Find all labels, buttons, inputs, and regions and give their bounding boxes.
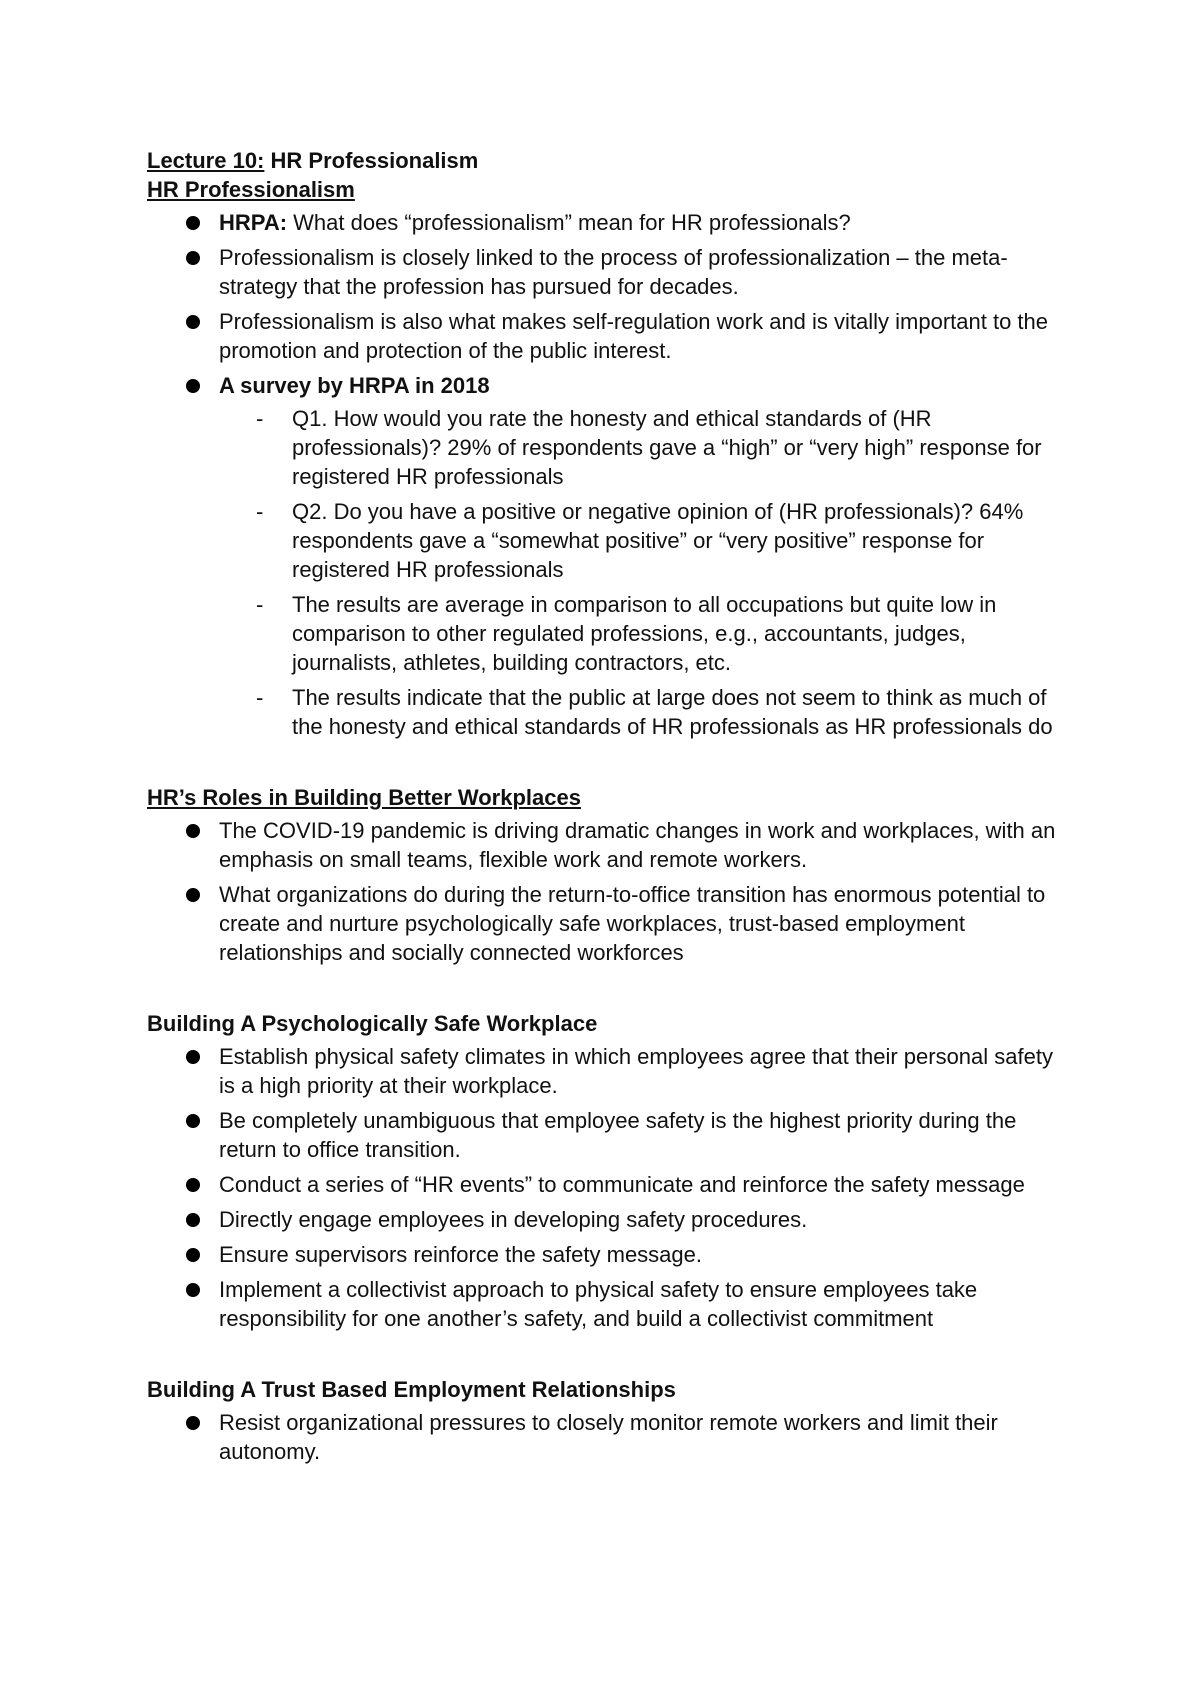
list-item [219,243,1067,301]
section-spacer [147,1339,1067,1375]
list-item: Conduct a series of “HR events” to communicate and reinforce the safety message [219,1170,1067,1199]
document-title [147,146,1067,175]
section-trust-relationships [147,1375,1067,1466]
list-item: What organizations do during the return-to-office transition has enormous potential to create and nurture psychologically safe workplaces, trust-based employment relationships and socially connected workforces [219,880,1067,967]
document-page [147,146,1067,1472]
section-heading-hr-roles: HR’s Roles in Building Better Workplaces [147,785,581,810]
section-spacer [147,747,1067,783]
list-item: Directly engage employees in developing safety procedures. [219,1205,1067,1234]
section-spacer [147,973,1067,1009]
bullet-list-trust-relationships [147,1408,1067,1466]
list-item [219,208,1067,237]
sub-list-item: - The results are average in comparison to all occupations but quite low in comparison to other regulated professions, e.g., accountants, judges, journalists, athletes, building contractors, etc. [292,590,1067,677]
section-hr-professionalism [147,175,1067,741]
lecture-name: HR Professionalism [264,148,479,173]
section-heading-trust-relationships: Building A Trust Based Employment Relationships [147,1377,676,1402]
bullet-text: What does “professionalism” mean for HR professionals? [287,210,851,235]
sub-list-item: - Q1. How would you rate the honesty and ethical standards of (HR professionals)? 29% of respondents gave a “high” or “very high” response for registered HR professionals [292,404,1067,491]
list-item [219,371,1067,741]
bullet-list-hr-professionalism [147,208,1067,741]
list-item: The COVID-19 pandemic is driving dramatic changes in work and workplaces, with an emphasis on small teams, flexible work and remote workers. [219,816,1067,874]
section-heading-safe-workplace: Building A Psychologically Safe Workplace [147,1011,598,1036]
list-item: Ensure supervisors reinforce the safety message. [219,1240,1067,1269]
list-item: Establish physical safety climates in which employees agree that their personal safety is a high priority at their workplace. [219,1042,1067,1100]
sub-list-item: - Q2. Do you have a positive or negative opinion of (HR professionals)? 64% respondents gave a “somewhat positive” or “very positive” response for registered HR professionals [292,497,1067,584]
bullet-bold-lead: HRPA: [219,210,288,235]
bullet-list-hr-roles [147,816,1067,967]
sub-list-item: - The results indicate that the public at large does not seem to think as much of the honesty and ethical standards of HR professionals as HR professionals do [292,683,1067,741]
survey-heading: A survey by HRPA in 2018 [219,373,490,398]
survey-sub-list [219,404,1067,741]
section-hr-roles [147,783,1067,967]
list-item: Be completely unambiguous that employee safety is the highest priority during the return to office transition. [219,1106,1067,1164]
list-item [219,307,1067,365]
bullet-list-safe-workplace [147,1042,1067,1333]
list-item: Resist organizational pressures to closely monitor remote workers and limit their autonomy. [219,1408,1067,1466]
bullet-text: Professionalism is closely linked to the process of professionalization – the meta-strategy that the profession has pursued for decades. [219,245,1008,299]
list-item: Implement a collectivist approach to physical safety to ensure employees take responsibility for one another’s safety, and build a collectivist commitment [219,1275,1067,1333]
section-heading-hr-professionalism: HR Professionalism [147,177,355,202]
bullet-text: Professionalism is also what makes self-regulation work and is vitally important to the promotion and protection of the public interest. [219,309,1049,363]
lecture-number: Lecture 10: [147,148,265,173]
section-safe-workplace [147,1009,1067,1333]
